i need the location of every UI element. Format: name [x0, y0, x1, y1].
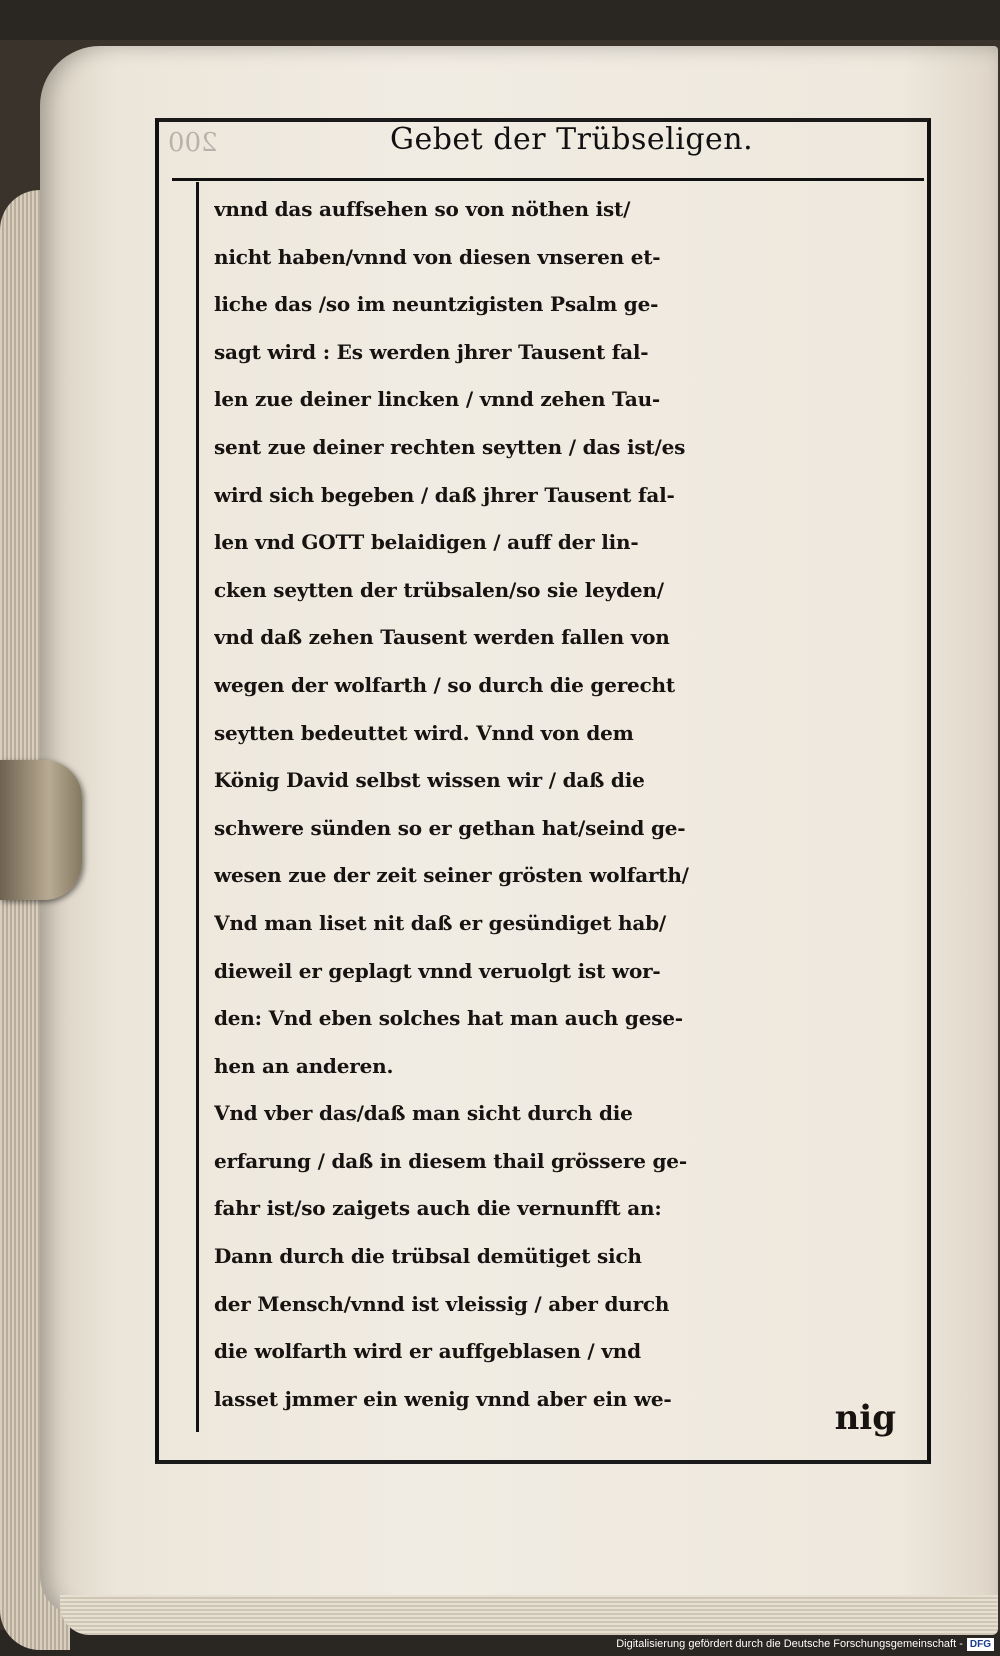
text-line: den: Vnd eben solches hat man auch gese- — [214, 1006, 683, 1031]
text-line: hen an anderen. — [214, 1053, 394, 1078]
page-bottom-edges — [60, 1595, 998, 1635]
text-line: lasset jmmer ein wenig vnnd aber ein we- — [214, 1386, 672, 1411]
digitization-footer — [616, 1634, 994, 1654]
text-line: nicht haben/vnnd von diesen vnseren et- — [214, 244, 661, 269]
text-line: cken seytten der trübsalen/so sie leyden/ — [214, 577, 664, 602]
body-text — [214, 186, 904, 1423]
text-line: wesen zue der zeit seiner grösten wolfarth/ — [214, 863, 689, 888]
text-line: vnd daß zehen Tausent werden fallen von — [214, 625, 670, 650]
text-line: wegen der wolfarth / so durch die gerecht — [214, 672, 675, 697]
bleedthrough-page-number: 200 — [168, 128, 218, 158]
text-line: wird sich begeben / daß jhrer Tausent fal- — [214, 482, 675, 507]
text-line: König David selbst wissen wir / daß die — [214, 768, 645, 793]
text-line: Vnd vber das/daß man sicht durch die — [214, 1101, 633, 1126]
header-rule — [172, 178, 924, 181]
text-line: seytten bedeuttet wird. Vnnd von dem — [214, 720, 634, 745]
text-line: len vnd GOTT belaidigen / auff der lin- — [214, 530, 639, 555]
text-line: dieweil er geplagt vnnd veruolgt ist wor- — [214, 958, 661, 983]
text-line: sagt wird : Es werden jhrer Tausent fal- — [214, 339, 649, 364]
text-line: fahr ist/so zaigets auch die vernunfft an: — [214, 1196, 662, 1221]
inner-margin-rule — [196, 182, 199, 1432]
footer-credit: Digitalisierung gefördert durch die Deutsche Forschungsgemeinschaft - — [616, 1638, 963, 1650]
text-line: erfarung / daß in diesem thail grössere ge- — [214, 1148, 687, 1173]
book-clasp — [0, 760, 82, 900]
text-line: Vnd man liset nit daß er gesündiget hab/ — [214, 910, 667, 935]
text-line: der Mensch/vnnd ist vleissig / aber durch — [214, 1291, 670, 1316]
dfg-logo: DFG — [967, 1638, 994, 1651]
text-line: sent zue deiner rechten seytten / das ist/es — [214, 434, 686, 459]
text-line: liche das /so im neuntzigisten Psalm ge- — [214, 292, 659, 317]
text-line: die wolfarth wird er auffgeblasen / vnd — [214, 1339, 641, 1364]
running-header: Gebet der Trübseligen. — [390, 122, 754, 157]
text-line: schwere sünden so er gethan hat/seind ge- — [214, 815, 686, 840]
text-line: Dann durch die trübsal demütiget sich — [214, 1244, 642, 1269]
catchword: nig — [834, 1398, 896, 1438]
text-line: vnnd das auffsehen so von nöthen ist/ — [214, 197, 631, 221]
text-line: len zue deiner lincken / vnnd zehen Tau- — [214, 387, 661, 412]
